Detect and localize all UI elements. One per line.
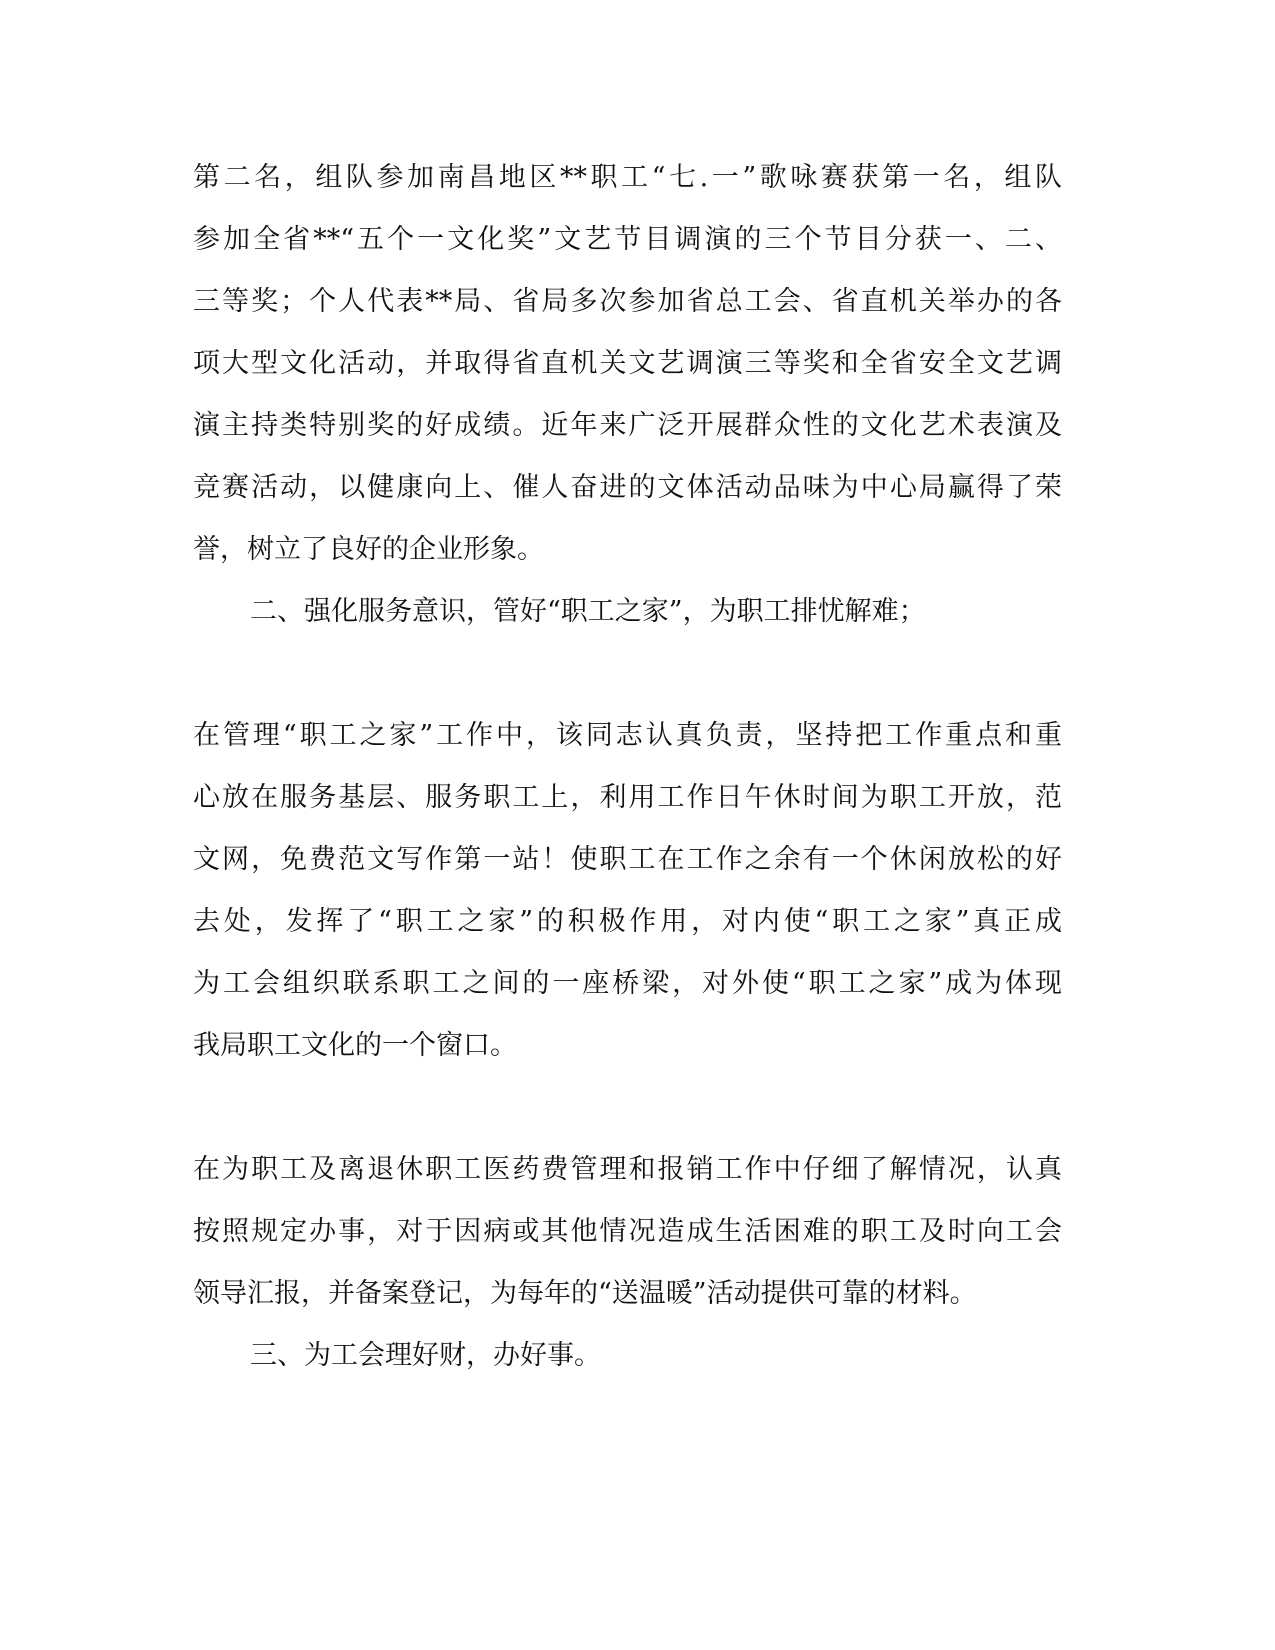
body-line-1: 第二名，组队参加南昌地区**职工“七.一”歌咏赛获第一名，组队 <box>193 162 1062 193</box>
body-line-13: 为工会组织联系职工之间的一座桥梁，对外使“职工之家”成为体现 <box>193 968 1062 999</box>
body-line-12: 去处，发挥了“职工之家”的积极作用，对内使“职工之家”真正成 <box>193 906 1062 937</box>
body-line-3: 三等奖；个人代表**局、省局多次参加省总工会、省直机关举办的各 <box>193 286 1062 317</box>
body-line-9: 在管理“职工之家”工作中，该同志认真负责，坚持把工作重点和重 <box>193 720 1062 751</box>
section-heading-2: 二、强化服务意识，管好“职工之家”，为职工排忧解难； <box>250 596 926 627</box>
section-heading-3: 三、为工会理好财，办好事。 <box>250 1340 601 1371</box>
body-line-2: 参加全省**“五个一文化奖”文艺节目调演的三个节目分获一、二、 <box>193 224 1062 255</box>
body-line-17: 领导汇报，并备案登记，为每年的“送温暖”活动提供可靠的材料。 <box>193 1278 977 1309</box>
body-line-7: 誉，树立了良好的企业形象。 <box>193 534 544 565</box>
body-line-11: 文网，免费范文写作第一站！使职工在工作之余有一个休闲放松的好 <box>193 844 1062 875</box>
body-line-4: 项大型文化活动，并取得省直机关文艺调演三等奖和全省安全文艺调 <box>193 348 1062 379</box>
body-line-5: 演主持类特别奖的好成绩。近年来广泛开展群众性的文化艺术表演及 <box>193 410 1062 441</box>
body-line-10: 心放在服务基层、服务职工上，利用工作日午休时间为职工开放，范 <box>193 782 1062 813</box>
body-line-14: 我局职工文化的一个窗口。 <box>193 1030 517 1061</box>
body-line-15: 在为职工及离退休职工医药费管理和报销工作中仔细了解情况，认真 <box>193 1154 1062 1185</box>
body-line-16: 按照规定办事，对于因病或其他情况造成生活困难的职工及时向工会 <box>193 1216 1062 1247</box>
body-line-6: 竞赛活动，以健康向上、催人奋进的文体活动品味为中心局赢得了荣 <box>193 472 1062 503</box>
